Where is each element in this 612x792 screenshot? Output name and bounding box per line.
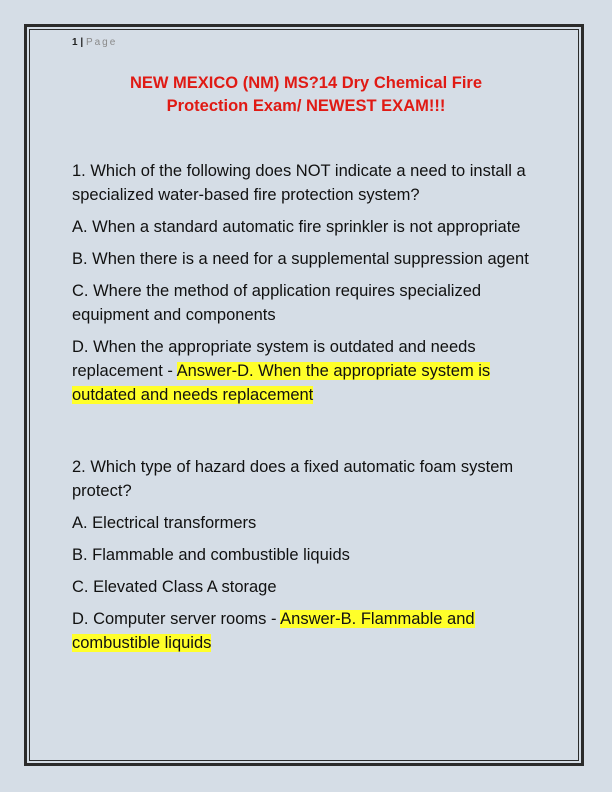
answer-option: D. When the appropriate system is outdated and needs replacement - xyxy=(72,338,476,380)
document-title xyxy=(72,72,540,118)
question-block xyxy=(72,455,542,655)
document-body xyxy=(72,159,542,663)
question-text: 2. Which type of hazard does a fixed automatic foam system protect? xyxy=(72,458,514,500)
answer-option: A. Electrical transformers xyxy=(72,514,257,532)
page-number-separator: | xyxy=(80,37,84,48)
page-number xyxy=(72,37,117,48)
answer-option: C. Elevated Class A storage xyxy=(72,578,277,596)
answer-option: D. Computer server rooms - xyxy=(72,610,281,628)
page-label: Page xyxy=(85,37,118,48)
title-line-1: NEW MEXICO (NM) MS?14 Dry Chemical Fire xyxy=(129,74,483,92)
page-number-value: 1 xyxy=(72,37,78,48)
answer-option: A. When a standard automatic fire sprinkler is not appropriate xyxy=(72,218,521,236)
correct-answer-highlight: Answer-B. Flammable and combustible liquids xyxy=(72,610,475,652)
answer-option: B. When there is a need for a supplemental suppression agent xyxy=(72,250,529,268)
answer-option-with-key xyxy=(72,607,542,655)
answer-option: B. Flammable and combustible liquids xyxy=(72,546,350,564)
question-block xyxy=(72,159,542,407)
correct-answer-highlight: Answer-D. When the appropriate system is outdated and needs replacement xyxy=(72,362,491,404)
question-text: 1. Which of the following does NOT indicate a need to install a specialized water-based fire protection system? xyxy=(72,162,526,204)
spacer xyxy=(72,415,542,455)
answer-option: C. Where the method of application requires specialized equipment and components xyxy=(72,282,482,324)
answer-option-with-key xyxy=(72,335,542,407)
title-line-2: Protection Exam/ NEWEST EXAM!!! xyxy=(166,97,446,115)
